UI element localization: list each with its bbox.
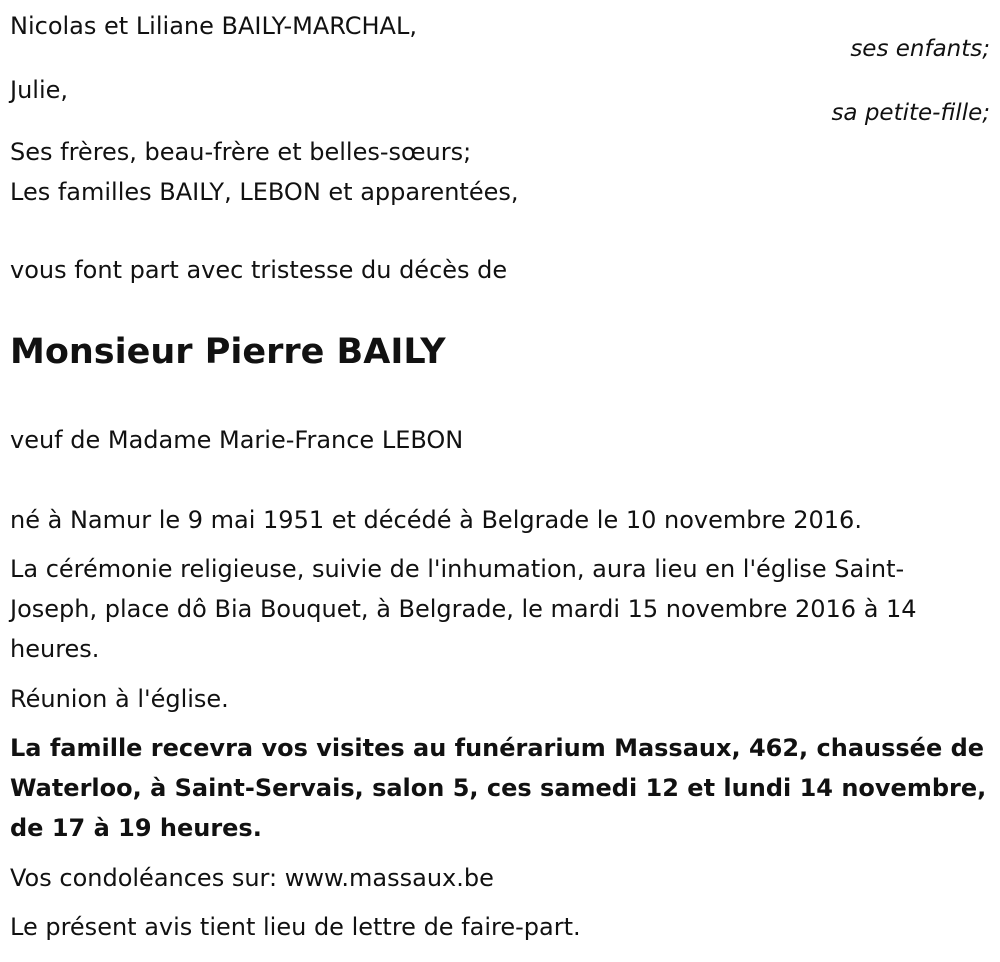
deceased-name: Monsieur Pierre BAILY — [10, 332, 446, 372]
birth-death-line: né à Namur le 9 mai 1951 et décédé à Belgrade le 10 novembre 2016. — [10, 506, 862, 534]
reunion-line: Réunion à l'église. — [10, 685, 229, 713]
visits-paragraph: La famille recevra vos visites au funérarium Massaux, 462, chaussée de Waterloo, à Saint-Servais, salon 5, ces samedi 12 et lundi 14 novembre, de 17 à 19 heures. — [10, 734, 987, 842]
family-line-families: Les familles BAILY, LEBON et apparentées, — [10, 178, 519, 206]
family-line-granddaughter: Julie, — [10, 76, 69, 104]
notice-line: Le présent avis tient lieu de lettre de faire-part. — [10, 913, 581, 941]
role-children: ses enfants; — [850, 36, 990, 62]
family-line-siblings: Ses frères, beau-frère et belles-sœurs; — [10, 138, 472, 166]
funeral-notice — [10, 0, 990, 962]
role-granddaughter: sa petite-fille; — [831, 100, 990, 126]
ceremony-paragraph: La cérémonie religieuse, suivie de l'inhumation, aura lieu en l'église Saint-Joseph, place dô Bia Bouquet, à Belgrade, le mardi 15 novembre 2016 à 14 heures. — [10, 555, 917, 663]
family-line-children: Nicolas et Liliane BAILY-MARCHAL, — [10, 12, 417, 40]
condolences-line: Vos condoléances sur: www.massaux.be — [10, 864, 494, 892]
announcement-intro: vous font part avec tristesse du décès de — [10, 256, 508, 284]
widow-of-line: veuf de Madame Marie-France LEBON — [10, 426, 464, 454]
